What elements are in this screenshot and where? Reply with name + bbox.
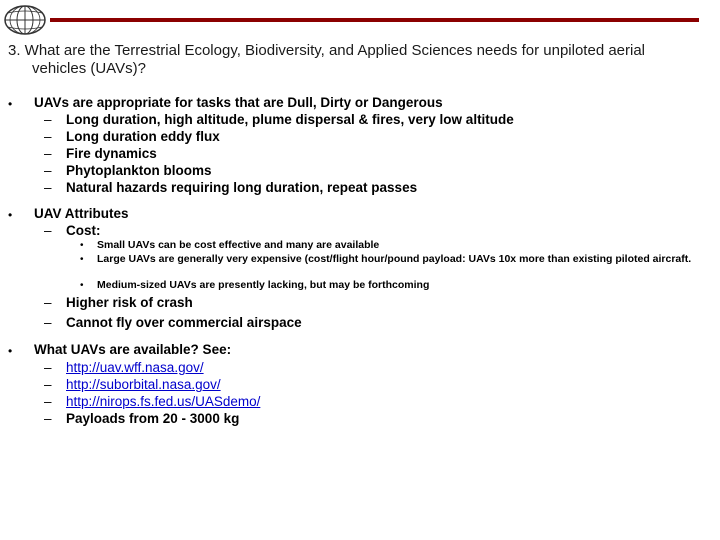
dash-glyph: – bbox=[44, 112, 52, 127]
slide-title bbox=[8, 42, 708, 78]
dash-glyph: – bbox=[44, 315, 52, 330]
bullet-text: UAVs are appropriate for tasks that are Dull, Dirty or Dangerous bbox=[34, 95, 443, 110]
title-line-1: 3. What are the Terrestrial Ecology, Biodiversity, and Applied Sciences needs for unpiloted aerial bbox=[8, 42, 646, 59]
bullet-text: What UAVs are available? See: bbox=[34, 342, 232, 357]
link-suborbital[interactable]: http://suborbital.nasa.gov/ bbox=[66, 377, 221, 392]
sub-item: Higher risk of crash bbox=[66, 295, 193, 310]
header-rule bbox=[50, 18, 699, 22]
dash-glyph: – bbox=[44, 180, 52, 195]
small-bullet-glyph: • bbox=[80, 240, 84, 251]
bullet-glyph: • bbox=[8, 97, 13, 111]
sub-item: Cannot fly over commercial airspace bbox=[66, 315, 302, 330]
title-line-2: vehicles (UAVs)? bbox=[32, 60, 146, 77]
dash-glyph: – bbox=[44, 411, 52, 426]
link-uav-wff[interactable]: http://uav.wff.nasa.gov/ bbox=[66, 360, 204, 375]
payloads-item: Payloads from 20 - 3000 kg bbox=[66, 411, 240, 426]
bullet-glyph: • bbox=[8, 208, 13, 222]
small-bullet-glyph: • bbox=[80, 254, 84, 265]
dash-glyph: – bbox=[44, 360, 52, 375]
small-bullet-glyph: • bbox=[80, 280, 84, 291]
dash-glyph: – bbox=[44, 223, 52, 238]
dash-glyph: – bbox=[44, 394, 52, 409]
bullet-text: UAV Attributes bbox=[34, 206, 129, 221]
link-nirops[interactable]: http://nirops.fs.fed.us/UASdemo/ bbox=[66, 394, 261, 409]
sub-item: Long duration, high altitude, plume dispersal & fires, very low altitude bbox=[66, 112, 514, 127]
dash-glyph: – bbox=[44, 163, 52, 178]
cost-label: Cost: bbox=[66, 223, 101, 238]
sub-item: Phytoplankton blooms bbox=[66, 163, 212, 178]
dash-glyph: – bbox=[44, 377, 52, 392]
cost-item: Medium-sized UAVs are presently lacking, but may be forthcoming bbox=[97, 279, 430, 291]
sub-item: Long duration eddy flux bbox=[66, 129, 220, 144]
sub-item: Natural hazards requiring long duration, repeat passes bbox=[66, 180, 418, 195]
bullet-glyph: • bbox=[8, 344, 13, 358]
sub-item: Fire dynamics bbox=[66, 146, 157, 161]
cost-item: Small UAVs can be cost effective and many are available bbox=[97, 239, 380, 251]
globe-logo-icon bbox=[2, 4, 48, 36]
dash-glyph: – bbox=[44, 295, 52, 310]
dash-glyph: – bbox=[44, 146, 52, 161]
cost-item: Large UAVs are generally very expensive (cost/flight hour/pound payload: UAVs 10x more than existing piloted aircraft. bbox=[97, 253, 692, 265]
dash-glyph: – bbox=[44, 129, 52, 144]
